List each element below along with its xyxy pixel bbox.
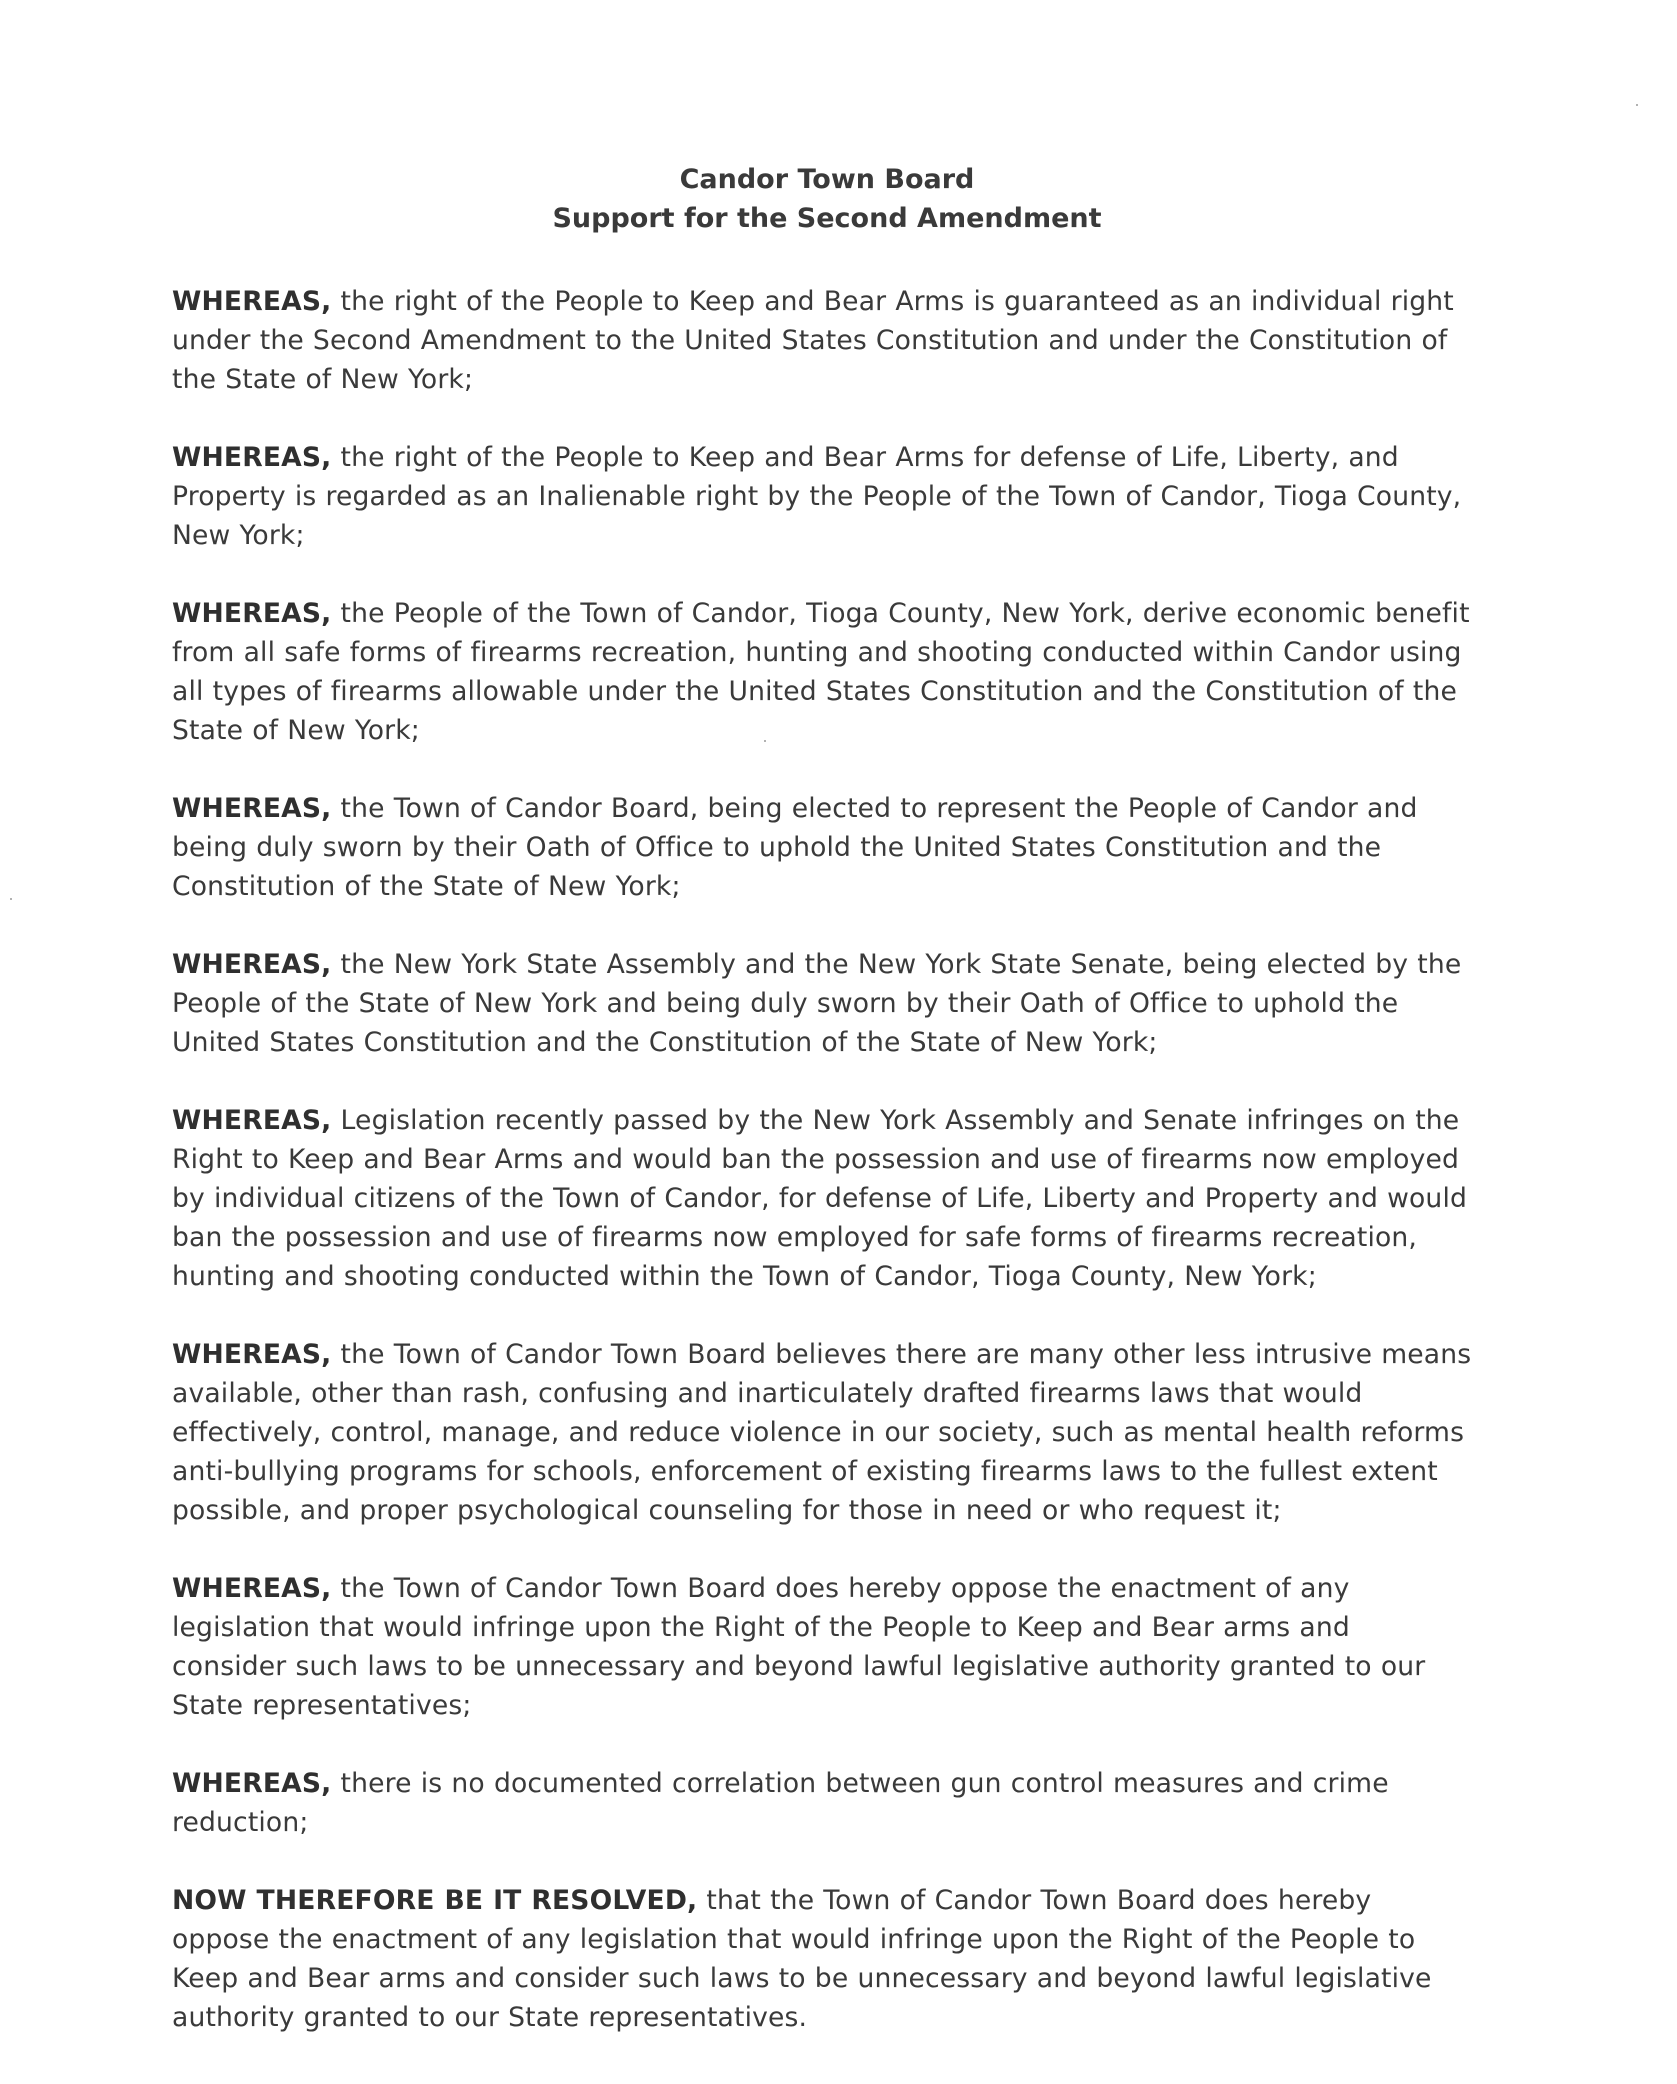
clause-lead: WHEREAS,	[172, 598, 332, 629]
whereas-clause	[172, 594, 1472, 750]
whereas-clause	[172, 789, 1472, 906]
clause-lead: NOW THEREFORE BE IT RESOLVED,	[172, 1885, 698, 1916]
clause-text: that the Town of Candor Town Board does hereby oppose the enactment of any legislation that would infringe upon the Right of the People to Keep and Bear arms and consider such laws to be unnecessary and beyond lawful legislative authority granted to our State representatives.	[172, 1885, 1432, 2033]
clause-text: the Town of Candor Town Board does hereby oppose the enactment of any legislation that would infringe upon the Right of the People to Keep and Bear arms and consider such laws to be unnecessary and beyond lawful legislative authority granted to our State representatives;	[172, 1573, 1426, 1721]
resolved-clause	[172, 1881, 1472, 2037]
document-header	[172, 160, 1472, 238]
clause-text: the People of the Town of Candor, Tioga County, New York, derive economic benefit from all safe forms of firearms recreation, hunting and shooting conducted within Candor using all types of firearms allowable under the United States Constitution and the Constitution of the State of New York;	[172, 598, 1470, 746]
whereas-clause	[172, 1101, 1472, 1296]
clause-lead: WHEREAS,	[172, 1573, 332, 1604]
whereas-clause	[172, 438, 1472, 555]
clause-lead: WHEREAS,	[172, 1768, 332, 1799]
clause-text: Legislation recently passed by the New York Assembly and Senate infringes on the Right to Keep and Bear Arms and would ban the possession and use of firearms now employed by individual citizens of the Town of Candor, for defense of Life, Liberty and Property and would ban the possession and use of firearms now employed for safe forms of firearms recreation, hunting and shooting conducted within the Town of Candor, Tioga County, New York;	[172, 1105, 1468, 1292]
clause-text: the right of the People to Keep and Bear Arms is guaranteed as an individual right under the Second Amendment to the United States Constitution and under the Constitution of the State of New York;	[172, 286, 1454, 395]
whereas-clause	[172, 282, 1472, 399]
clause-lead: WHEREAS,	[172, 949, 332, 980]
scan-speck	[10, 898, 12, 900]
whereas-clause	[172, 945, 1472, 1062]
clause-text: the New York State Assembly and the New York State Senate, being elected by the People of the State of New York and being duly sworn by their Oath of Office to uphold the United States Constitution and the Constitution of the State of New York;	[172, 949, 1462, 1058]
scan-speck	[1636, 104, 1638, 106]
whereas-clause	[172, 1764, 1472, 1842]
clause-lead: WHEREAS,	[172, 286, 332, 317]
clause-text: the Town of Candor Town Board believes there are many other less intrusive means available, other than rash, confusing and inarticulately drafted firearms laws that would effectively, control, manage, and reduce violence in our society, such as mental health reforms anti-bullying programs for schools, enforcement of existing firearms laws to the fullest extent possible, and proper psychological counseling for those in need or who request it;	[172, 1339, 1472, 1526]
document-title: Candor Town Board	[679, 164, 975, 195]
clause-text: the Town of Candor Board, being elected to represent the People of Candor and being duly sworn by their Oath of Office to uphold the United States Constitution and the Constitution of the State of New York;	[172, 793, 1418, 902]
clause-lead: WHEREAS,	[172, 1105, 332, 1136]
clause-lead: WHEREAS,	[172, 1339, 332, 1370]
clause-lead: WHEREAS,	[172, 442, 332, 473]
clause-lead: WHEREAS,	[172, 793, 332, 824]
whereas-clause	[172, 1335, 1472, 1530]
document-subtitle: Support for the Second Amendment	[552, 203, 1102, 234]
clause-text: the right of the People to Keep and Bear Arms for defense of Life, Liberty, and Property is regarded as an Inalienable right by the People of the Town of Candor, Tioga County, New York;	[172, 442, 1462, 551]
clause-text: there is no documented correlation between gun control measures and crime reduction;	[172, 1768, 1389, 1838]
whereas-clause	[172, 1569, 1472, 1725]
resolution-document	[172, 160, 1472, 2076]
